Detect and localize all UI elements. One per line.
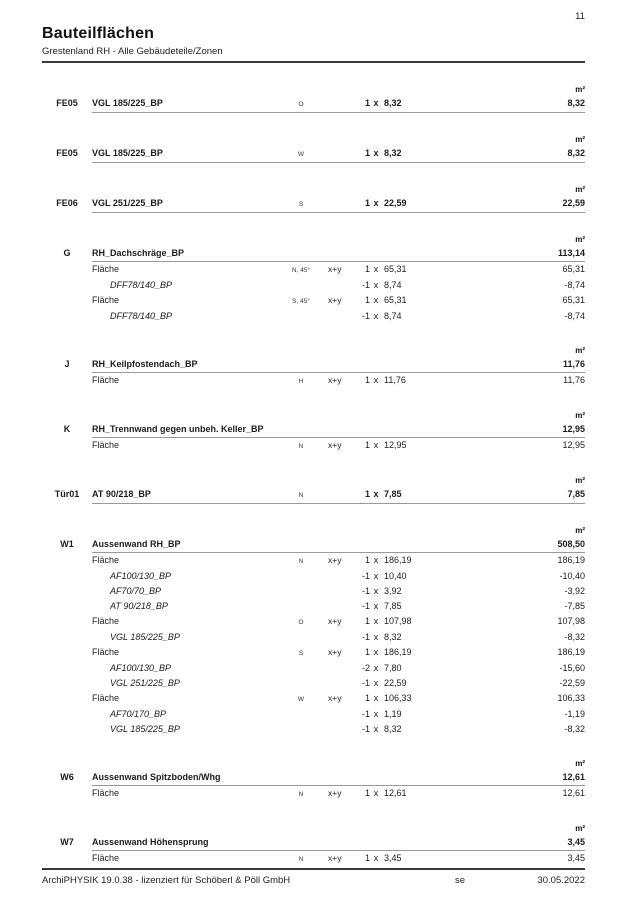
row-calc-count: -1: [361, 724, 370, 734]
table-row: [42, 569, 585, 584]
row-calc-count: 1: [364, 853, 370, 863]
section-name: RH_Dachschräge_BP: [92, 248, 185, 258]
section-name: RH_Keilpfostendach_BP: [92, 359, 198, 369]
table-row: [42, 293, 585, 309]
table-row: [42, 661, 585, 676]
section-calc-value: 8,32: [384, 148, 402, 158]
multiply-symbol: x: [373, 571, 379, 581]
section-rows: [42, 262, 585, 324]
row-orientation: N: [298, 558, 304, 565]
section-unit-label: m²: [575, 85, 585, 94]
row-orientation: N: [298, 443, 304, 450]
row-label: AF100/130_BP: [110, 571, 172, 581]
row-orientation: N: [298, 791, 304, 798]
section-total: 12,95: [562, 424, 585, 434]
row-label: AT 90/218_BP: [110, 601, 168, 611]
section-total: 22,59: [562, 198, 585, 208]
report-header: [0, 0, 637, 63]
section-code: W7: [60, 837, 74, 847]
section-rows: [42, 438, 585, 454]
row-label: AF70/170_BP: [110, 709, 167, 719]
section-header-row: [42, 357, 585, 372]
multiply-symbol: x: [373, 709, 379, 719]
row-result: 107,98: [557, 616, 585, 626]
multiply-symbol: x: [373, 440, 379, 450]
row-calc-count: -2: [361, 663, 370, 673]
section-code: J: [64, 359, 70, 369]
row-result: -10,40: [559, 571, 585, 581]
section-unit-label: m²: [575, 824, 585, 833]
multiply-symbol: x: [373, 280, 379, 290]
row-label: Fläche: [92, 616, 120, 626]
header-rule: [42, 61, 585, 63]
row-calc-count: -1: [361, 709, 370, 719]
row-calc-count: 1: [364, 647, 370, 657]
section-code: FE06: [56, 198, 78, 208]
row-orientation: N, 45°: [291, 267, 311, 274]
row-label: Fläche: [92, 555, 120, 565]
footer-date: 30.05.2022: [537, 875, 585, 886]
row-operation: x+y: [328, 693, 342, 703]
table-row: [42, 438, 585, 454]
section-calc-value: 7,85: [384, 489, 402, 499]
section-calc-count: 1: [364, 148, 370, 158]
multiply-symbol: x: [373, 647, 379, 657]
page-title: Bauteilflächen: [42, 25, 155, 42]
section-orientation: O: [298, 101, 304, 108]
row-operation: x+y: [328, 264, 342, 274]
row-label: VGL 185/225_BP: [110, 724, 180, 734]
row-calc-count: -1: [361, 280, 370, 290]
multiply-symbol: x: [373, 198, 379, 208]
table-row: [42, 614, 585, 630]
section-name: AT 90/218_BP: [92, 489, 151, 499]
row-orientation: O: [298, 619, 304, 626]
row-result: 186,19: [557, 555, 585, 565]
section-name: VGL 251/225_BP: [92, 198, 163, 208]
multiply-symbol: x: [373, 148, 379, 158]
row-result: 3,45: [567, 853, 585, 863]
section-total: 3,45: [567, 837, 585, 847]
row-calc-value: 7,85: [384, 601, 402, 611]
row-orientation: N: [298, 856, 304, 863]
section-header-row: [42, 246, 585, 261]
row-calc-value: 8,74: [384, 311, 402, 321]
section-header-row: [42, 487, 585, 503]
row-orientation: W: [297, 696, 305, 703]
section-header-row: [42, 422, 585, 437]
row-result: 65,31: [562, 295, 585, 305]
multiply-symbol: x: [373, 788, 379, 798]
row-operation: x+y: [328, 647, 342, 657]
component-section: [42, 410, 585, 454]
row-calc-count: 1: [364, 788, 370, 798]
section-unit-label: m²: [575, 759, 585, 768]
footer-user-initials: se: [455, 875, 466, 886]
row-calc-value: 8,32: [384, 632, 402, 642]
multiply-symbol: x: [373, 724, 379, 734]
section-unit-label: m²: [575, 476, 585, 485]
row-calc-count: -1: [361, 571, 370, 581]
table-row: [42, 309, 585, 324]
row-calc-count: -1: [361, 586, 370, 596]
row-calc-value: 3,92: [384, 586, 402, 596]
page-number: 11: [575, 11, 585, 22]
section-code: K: [63, 424, 71, 434]
section-name: Aussenwand RH_BP: [92, 539, 181, 549]
table-row: [42, 786, 585, 802]
section-unit-label: m²: [575, 235, 585, 244]
row-orientation: H: [298, 378, 304, 385]
row-label: Fläche: [92, 375, 120, 385]
row-result: 11,76: [563, 375, 585, 385]
section-unit-label: m²: [575, 411, 585, 420]
row-result: 12,95: [562, 440, 585, 450]
row-label: Fläche: [92, 264, 120, 274]
section-orientation: S: [298, 201, 304, 208]
row-label: AF100/130_BP: [110, 663, 172, 673]
section-code: FE05: [56, 98, 78, 108]
row-calc-value: 8,32: [384, 724, 402, 734]
section-rule: [92, 212, 585, 213]
row-calc-value: 107,98: [384, 616, 412, 626]
component-section: [42, 475, 585, 504]
row-operation: x+y: [328, 853, 342, 863]
section-rows: [42, 786, 585, 802]
row-result: -7,85: [564, 601, 585, 611]
table-row: [42, 599, 585, 614]
row-result: -8,74: [564, 311, 585, 321]
multiply-symbol: x: [373, 616, 379, 626]
row-label: Fläche: [92, 788, 120, 798]
row-calc-count: -1: [361, 601, 370, 611]
section-orientation: W: [297, 151, 305, 158]
section-header-row: [42, 196, 585, 212]
section-total: 12,61: [562, 772, 585, 782]
section-header-row: [42, 835, 585, 850]
row-calc-count: 1: [364, 375, 370, 385]
component-section: [42, 234, 585, 324]
row-calc-value: 10,40: [384, 571, 407, 581]
row-calc-count: -1: [361, 678, 370, 688]
row-operation: x+y: [328, 295, 342, 305]
row-calc-value: 12,61: [384, 788, 407, 798]
multiply-symbol: x: [373, 311, 379, 321]
table-row: [42, 676, 585, 691]
row-calc-count: 1: [364, 693, 370, 703]
section-name: Aussenwand Höhensprung: [92, 837, 209, 847]
section-name: Aussenwand Spitzboden/Whg: [92, 772, 221, 782]
section-name: VGL 185/225_BP: [92, 98, 163, 108]
row-label: Fläche: [92, 647, 120, 657]
row-calc-value: 1,19: [384, 709, 402, 719]
row-calc-value: 11,76: [384, 375, 406, 385]
component-section: [42, 758, 585, 802]
row-result: 12,61: [562, 788, 585, 798]
row-label: DFF78/140_BP: [110, 280, 173, 290]
row-result: 65,31: [562, 264, 585, 274]
section-header-row: [42, 96, 585, 112]
row-result: -3,92: [564, 586, 585, 596]
row-result: 106,33: [557, 693, 585, 703]
row-result: -8,74: [564, 280, 585, 290]
row-calc-value: 22,59: [384, 678, 407, 688]
table-row: [42, 630, 585, 645]
multiply-symbol: x: [373, 375, 379, 385]
section-calc-count: 1: [364, 489, 370, 499]
section-rule: [92, 503, 585, 504]
table-row: [42, 707, 585, 722]
section-unit-label: m²: [575, 526, 585, 535]
section-unit-label: m²: [575, 346, 585, 355]
section-rule: [92, 162, 585, 163]
table-row: [42, 278, 585, 293]
section-total: 508,50: [557, 539, 585, 549]
row-label: Fläche: [92, 853, 120, 863]
component-section: [42, 134, 585, 163]
multiply-symbol: x: [373, 853, 379, 863]
row-orientation: S, 45°: [292, 298, 310, 305]
section-unit-label: m²: [575, 185, 585, 194]
row-result: -8,32: [564, 632, 585, 642]
multiply-symbol: x: [373, 489, 379, 499]
report-subtitle: Grestenland RH - Alle Gebäudeteile/Zonen: [42, 46, 223, 57]
sections: [42, 84, 585, 867]
row-result: -8,32: [564, 724, 585, 734]
row-result: 186,19: [557, 647, 585, 657]
component-section: [42, 823, 585, 867]
table-row: [42, 722, 585, 737]
multiply-symbol: x: [373, 678, 379, 688]
multiply-symbol: x: [373, 98, 379, 108]
section-header-row: [42, 770, 585, 785]
multiply-symbol: x: [373, 663, 379, 673]
row-label: Fläche: [92, 693, 120, 703]
row-calc-value: 3,45: [384, 853, 402, 863]
section-name: VGL 185/225_BP: [92, 148, 163, 158]
report-footer: [42, 868, 585, 886]
row-calc-count: 1: [364, 440, 370, 450]
section-calc-value: 8,32: [384, 98, 402, 108]
row-operation: x+y: [328, 555, 342, 565]
row-operation: x+y: [328, 616, 342, 626]
section-total: 7,85: [567, 489, 585, 499]
section-code: W6: [60, 772, 74, 782]
component-section: [42, 525, 585, 737]
row-calc-count: -1: [361, 311, 370, 321]
row-operation: x+y: [328, 440, 342, 450]
section-code: FE05: [56, 148, 78, 158]
row-label: VGL 251/225_BP: [110, 678, 180, 688]
table-row: [42, 262, 585, 278]
row-operation: x+y: [328, 788, 342, 798]
section-code: Tür01: [54, 489, 80, 499]
row-calc-value: 12,95: [384, 440, 407, 450]
row-result: -15,60: [559, 663, 585, 673]
table-row: [42, 584, 585, 599]
multiply-symbol: x: [373, 295, 379, 305]
section-orientation: N: [298, 492, 304, 499]
row-calc-count: -1: [361, 632, 370, 642]
table-row: [42, 851, 585, 867]
section-calc-count: 1: [364, 198, 370, 208]
row-calc-value: 8,74: [384, 280, 402, 290]
row-calc-value: 106,33: [384, 693, 412, 703]
section-total: 113,14: [557, 248, 585, 258]
section-total: 8,32: [567, 98, 585, 108]
section-header-row: [42, 537, 585, 552]
multiply-symbol: x: [373, 264, 379, 274]
multiply-symbol: x: [373, 693, 379, 703]
row-calc-value: 65,31: [384, 264, 407, 274]
table-row: [42, 691, 585, 707]
table-row: [42, 553, 585, 569]
section-calc-value: 22,59: [384, 198, 407, 208]
row-label: AF70/70_BP: [110, 586, 162, 596]
row-orientation: S: [298, 650, 304, 657]
row-label: Fläche: [92, 295, 120, 305]
section-header-row: [42, 146, 585, 162]
section-rows: [42, 851, 585, 867]
row-result: -1,19: [564, 709, 585, 719]
footer-app-license: ArchiPHYSIK 19.0.38 - lizenziert für Schöberl & Pöll GmbH: [42, 875, 291, 886]
section-rows: [42, 553, 585, 737]
section-total: 8,32: [567, 148, 585, 158]
multiply-symbol: x: [373, 555, 379, 565]
footer-inner: [42, 875, 585, 886]
multiply-symbol: x: [373, 601, 379, 611]
section-code: G: [63, 248, 71, 258]
table-row: [42, 373, 585, 389]
multiply-symbol: x: [373, 632, 379, 642]
section-code: W1: [60, 539, 74, 549]
section-rows: [42, 373, 585, 389]
section-unit-label: m²: [575, 135, 585, 144]
row-calc-count: 1: [364, 295, 370, 305]
component-section: [42, 84, 585, 113]
row-operation: x+y: [328, 375, 342, 385]
row-calc-value: 7,80: [384, 663, 402, 673]
section-total: 11,76: [562, 359, 585, 369]
section-calc-count: 1: [364, 98, 370, 108]
row-calc-value: 186,19: [384, 555, 412, 565]
row-label: Fläche: [92, 440, 120, 450]
row-calc-count: 1: [364, 616, 370, 626]
row-label: DFF78/140_BP: [110, 311, 173, 321]
section-name: RH_Trennwand gegen unbeh. Keller_BP: [92, 424, 264, 434]
row-calc-count: 1: [364, 555, 370, 565]
multiply-symbol: x: [373, 586, 379, 596]
row-calc-value: 186,19: [384, 647, 412, 657]
section-rule: [92, 112, 585, 113]
row-calc-value: 65,31: [384, 295, 407, 305]
table-row: [42, 645, 585, 661]
row-label: VGL 185/225_BP: [110, 632, 180, 642]
row-calc-count: 1: [364, 264, 370, 274]
component-section: [42, 184, 585, 213]
row-result: -22,59: [559, 678, 585, 688]
component-section: [42, 345, 585, 389]
